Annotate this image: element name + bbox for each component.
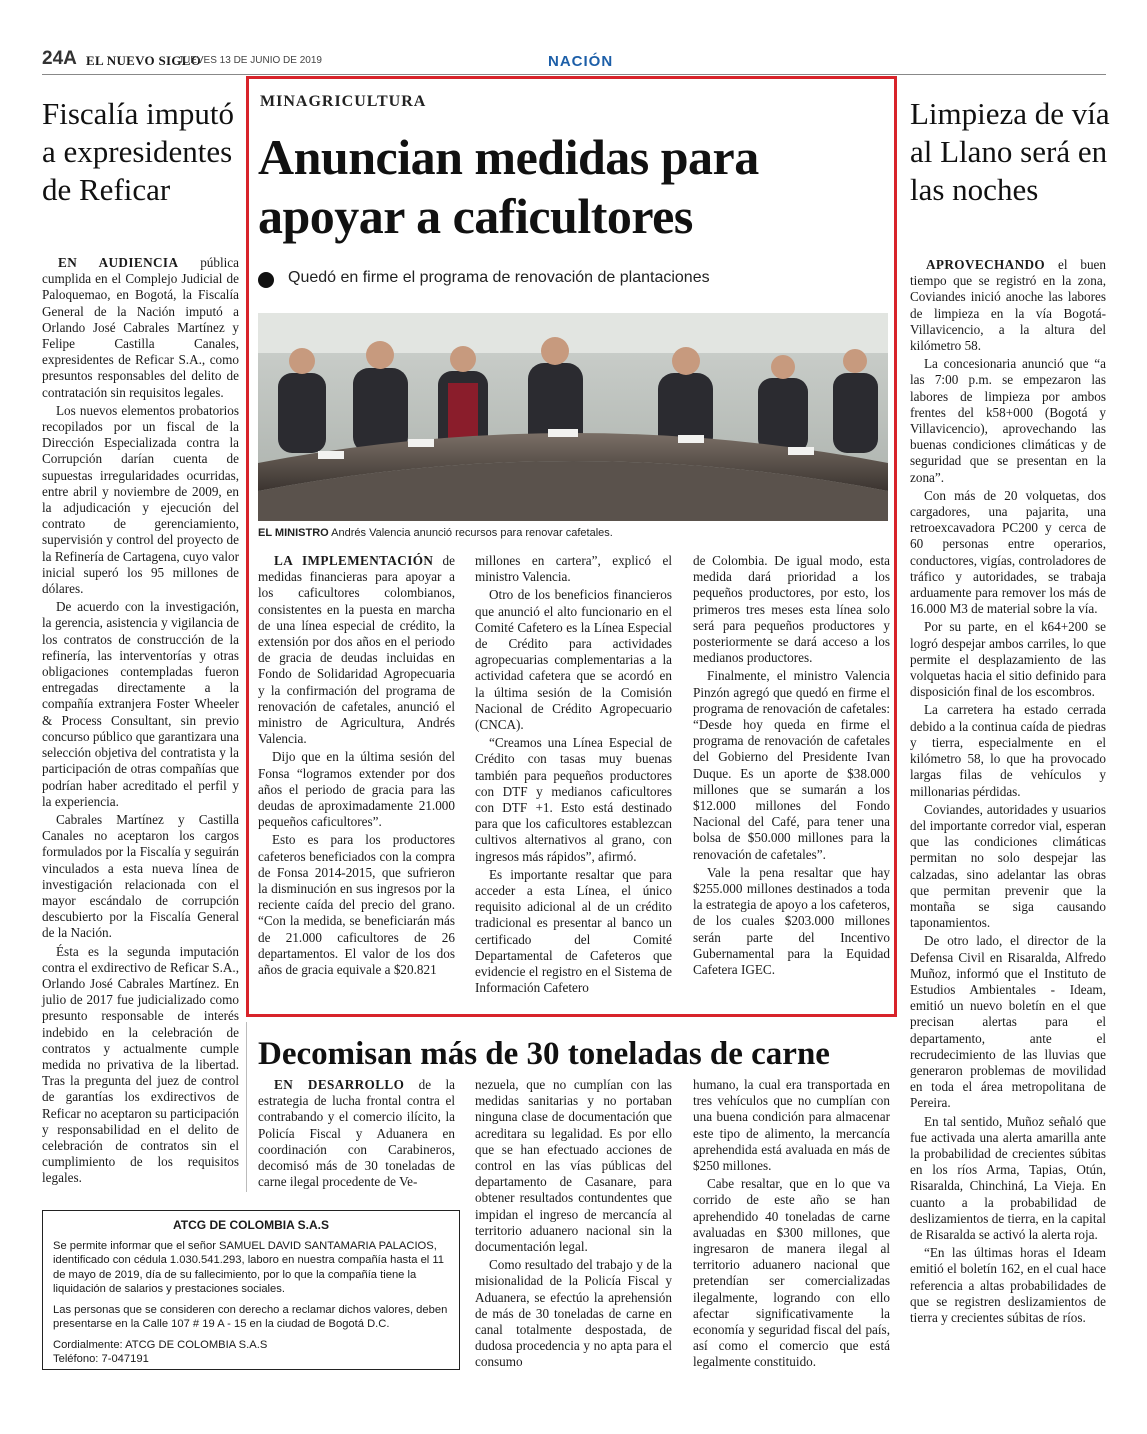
bottom-article-para: humano, la cual era transportada en tres vehículos que no cumplían con una buena condición para almacenar este tipo de alimento, la mercancía aprehendida está avaluada en más de $250 millones. (693, 1077, 890, 1174)
right-article-body (910, 257, 1106, 1328)
main-article-lead: LA IMPLEMENTACIÓN (274, 553, 434, 568)
right-article-para: Con más de 20 volquetas, dos cargadores, una pajarita, una retroexcavadora PC200 y cerca de 60 personas entre operarios, conductores, vigías, controladores de tráfico y autoridades, se trabaja arduamente para remover los más de 16.000 M3 de material sobre la vía. (910, 487, 1106, 617)
right-article-headline: Limpieza de vía al Llano será en las noches (910, 96, 1110, 207)
main-article-para: Finalmente, el ministro Valencia Pinzón agregó que quedó en firme el programa de renovación de cafetales: “Desde hoy queda en firme el programa de renovación de cafetales del Gobierno del Presidente Ivan Duque. Es un aporte de $38.000 millones que se sumarán a los $12.000 millones del Fondo Nacional del Café, para tener una bolsa de $50.000 millones para la renovación de cafetales”. (693, 668, 890, 862)
meeting-photo (258, 313, 888, 521)
left-article-para: Los nuevos elementos probatorios recopilados por un fiscal de la Dirección Especializada contra la Corrupción darían cuenta de supuestas irregularidades ocurridas, entre abril y noviembre de 2009, en la adjudicación y ejecución del contrato de gerenciamiento, supervisión y control del proyecto de la Refinería de Cartagena, cuyo valor inicial superó los 95 millones de dólares. (42, 402, 239, 597)
main-article-para: millones en cartera”, explicó el ministro Valencia. (475, 553, 672, 585)
bottom-article-para: Como resultado del trabajo y de la misionalidad de la Policía Fiscal y Aduanera, se efectúo la aprehensión de más de 30 toneladas de carne en canal totalmente despostada, de dudosa procedencia y no apta para el consumo (475, 1257, 672, 1370)
left-article-para: Ésta es la segunda imputación contra el exdirectivo de Reficar S.A., Orlando José Cabrales Martínez. En julio de 2017 fue judicializado como presunto responsable de interés indebido en la celebración de contratos y actualmente cumple medida no privativa de la libertad. Tras la pregunta del juez de control de garantías los exdirectivos de Reficar no aceptaron su participación y responsabilidad en el delito de celebración de contratos sin el cumplimiento de los requisitos legales. (42, 943, 239, 1186)
right-article-para: Coviandes, autoridades y usuarios del importante corredor vial, esperan que las condiciones climáticas permitan no solo despejar las calzadas, sino adelantar las obras que permitan prevenir que la montaña se siga causando taponamientos. (910, 801, 1106, 931)
left-article-body (42, 255, 239, 1189)
notice-paragraph: Se permite informar que el señor SAMUEL DAVID SANTAMARIA PALACIOS, identificado con cédula 1.030.541.293, laboro en nuestra compañía hasta el 11 de mayo de 2019, día de su fallecimiento, por lo que la compañía tiene la liquidación de salarios y prestaciones sociales. (53, 1239, 445, 1295)
right-article-para: La carretera ha estado cerrada debido a la continua caída de piedras y tierra, especialmente en el kilómetro 58, lo que ha provocado largas filas de vehículos y millonarias pérdidas. (910, 702, 1106, 799)
main-article-headline: Anuncian medidas para apoyar a caficultores (258, 129, 759, 244)
main-article-para: LA IMPLEMENTACIÓN de medidas financieras para apoyar a los caficultores colombianos, consistentes en la puesta en marcha de una línea especial de crédito, la extensión por dos años en el periodo de gracia de deudas incluidas en Fondo de Solidaridad Agropecuaria y la confirmación del programa de renovación de cafetales, anunció el ministro de Agricultura, Andrés Valencia. (258, 553, 455, 747)
main-article-para: Otro de los beneficios financieros que anunció el alto funcionario en el Comité Cafetero es la Línea Especial de Crédito para actividades agropecuarias complementarias a la actividad cafetera que se acordó en la última sesión de la Comisión Nacional de Crédito Agropecuario (CNCA). (475, 587, 672, 733)
bottom-article-column-1 (258, 1077, 455, 1192)
main-article-para: “Creamos una Línea Especial de Crédito con tasas muy buenas también para pequeños productores con DTF y medianos caficultores con DTF +1. Esto está destinado para que los caficultores establezcan cultivos alternativos al grano, con ingresos más rápidos”, afirmó. (475, 735, 672, 864)
notice-signature: Cordialmente: ATCG DE COLOMBIA S.A.S (53, 1338, 268, 1351)
main-article-column-2 (475, 553, 672, 998)
main-article-para: Esto es para los productores cafeteros beneficiados con la compra de Fonsa 2014-2015, que sufrieron la disminución en sus ingresos por la reciente caída del precio del grano. “Con la medida, se beneficiarán más de 21.000 caficultores de 26 departamentos. El valor de los dos años de gracia equivale a $20.821 (258, 832, 455, 978)
bottom-article-column-2 (475, 1077, 672, 1373)
right-article-para: Por su parte, en el k64+200 se logró despejar ambos carriles, lo que permite el desplazamiento de las volquetas hacia el sitio definido para disposición final de los escombros. (910, 619, 1106, 700)
main-article-para: Dijo que en la última sesión del Fonsa “logramos extender por dos años el periodo de gracia para las deudas de aproximadamente 21.000 pequeños caficultores”. (258, 749, 455, 830)
legal-notice-box (42, 1210, 460, 1370)
right-article-lead: APROVECHANDO (926, 257, 1046, 272)
right-article-para: APROVECHANDO el buen tiempo que se registró en la zona, Coviandes inició anoche las labores de limpieza en la vía Bogotá-Villavicencio, a la altura del kilómetro 58. (910, 257, 1106, 354)
bottom-article-para: Cabe resaltar, que en lo que va corrido de este año se han aprehendido 40 toneladas de carne avaluadas en $300 millones, que ingresaron de manera ilegal al territorio aduanero nacional que pretendían ser comercializadas ilegalmente, logrando con ello afectar significativamente la economía y seguridad fiscal del país, así como el comercio que está legalmente constituido. (693, 1176, 890, 1370)
main-article-para: Vale la pena resaltar que hay $255.000 millones destinados a toda la estrategia de apoyo a los cafeteros, de los cuales $203.000 millones serán parte del Incentivo Gubernamental para la Equidad Cafetera IGEC. (693, 864, 890, 978)
left-article-lead: EN AUDIENCIA (58, 255, 179, 270)
notice-title: ATCG DE COLOMBIA S.A.S (173, 1218, 329, 1232)
notice-phone: Teléfono: 7-047191 (53, 1353, 149, 1365)
left-article-para: De acuerdo con la investigación, la gerencia, asistencia y vigilancia de los contratos de construcción de la refinería, las interventorías y otras obligaciones contempladas fueron entregadas directamente a la compañía extranjera Foster Wheeler & Process Consultant, sin previo concurso público que garantizara una selección objetiva del contratista y la participación de otras compañías que podrían haber acreditado el perfil y la experiencia. (42, 599, 239, 809)
section-name: NACIÓN (548, 53, 614, 70)
main-article-subheadline: Quedó en firme el programa de renovación de plantaciones (288, 269, 710, 286)
photo-caption (258, 527, 888, 539)
newspaper-brand: EL NUEVO SIGLO (86, 53, 202, 68)
page-number: 24A (42, 48, 77, 69)
left-article-para: EN AUDIENCIA pública cumplida en el Complejo Judicial de Paloquemao, en Bogotá, la Fiscalía General de la Nación imputó a Orlando José Cabrales Martínez y Felipe Castilla Canales, expresidentes de Reficar S.A., como presuntos responsables del delito de contratación sin requisitos legales. (42, 255, 240, 400)
bullet-icon (258, 272, 274, 288)
column-divider (246, 1022, 247, 1192)
bottom-article-headline: Decomisan más de 30 toneladas de carne (258, 1036, 830, 1072)
main-article-column-3 (693, 553, 890, 980)
right-article-para: De otro lado, el director de la Defensa Civil en Risaralda, Alfredo Muñoz, informó que el Instituto de Estudios Ambientales - Ideam, emitió un nuevo boletín en el que precisan alertas para el departamento, ante el recrudecimiento de las lluvias que generaron problemas de movilidad en toda el área metropolitana de Pereira. (910, 933, 1106, 1111)
right-article-para: En tal sentido, Muñoz señaló que fue activada una alerta amarilla ante la probabilidad de crecientes súbitas en los ríos Arma, Tapias, Otún, Risaralda, Chinchiná, La Vieja. En cuanto a la probabilidad de deslizamientos de tierra, en la capital de Risaralda se activó la alerta roja. (910, 1113, 1106, 1242)
caption-lead: EL MINISTRO (258, 527, 329, 539)
main-article-para: Es importante resaltar que para acceder a esta Línea, el único requisito adicional al de un crédito tradicional es presentar al banco un certificado del Comité Departamental de Cafeteros que evidencie el registro en el Sistema de Información Cafetero (475, 866, 672, 996)
right-article-para: La concesionaria anunció que “a las 7:00 p.m. se empezaron las labores de limpieza por ambos frentes del k58+000 (Bogotá y Villavicencio), aprovechando las buenas condiciones climáticas y de seguridad que se presentan en la zona”. (910, 356, 1106, 485)
left-article-para: Cabrales Martínez y Castilla Canales no aceptaron los cargos formulados por la Fiscalía y seguirán vinculados a esta nueva línea de investigación relacionada con el mayor escándalo de corrupción descubierto por la Fiscalía General de la Nación. (42, 811, 239, 941)
bottom-article-para: EN DESARROLLO de la estrategia de lucha frontal contra el contrabando y el comercio ilícito, la Policía Fiscal y Aduanera en coordinación con Carabineros, decomisó más de 30 toneladas de carne ilegal procedente de Ve- (258, 1077, 455, 1190)
bottom-article-para: nezuela, que no cumplían con las medidas sanitarias y no portaban ninguna clase de documentación que acreditara su legalidad. Es por ello que se han efectuado acciones de control en las vías públicas del departamento de Casanare, para obtener resultados contundentes que impidan el ingreso de mercancía al territorio aduanero nacional sin la documentación legal. (475, 1077, 672, 1255)
main-article-column-1 (258, 553, 455, 980)
right-article-para: “En las últimas horas el Ideam emitió el boletín 162, en el cual hace referencia a altas probabilidades de que se registren deslizamientos de tierra y crecientes súbitas de ríos. (910, 1245, 1106, 1325)
issue-date: JUEVES 13 DE JUNIO DE 2019 (178, 55, 322, 66)
main-article-para: de Colombia. De igual modo, esta medida dará prioridad a los pequeños productores, por esto, los primeros tres meses esta línea solo será para pequeños productores y posteriormente se dará acceso a los medianos productores. (693, 553, 890, 666)
bottom-article-lead: EN DESARROLLO (274, 1077, 405, 1092)
main-article-kicker: MINAGRICULTURA (260, 93, 427, 110)
notice-paragraph: Las personas que se consideren con derecho a reclamar dichos valores, deben presentarse en la Calle 107 # 19 A - 15 en la ciudad de Bogotá D.C. (53, 1303, 448, 1330)
caption-text: Andrés Valencia anunció recursos para renovar cafetales. (331, 527, 613, 539)
bottom-article-column-3 (693, 1077, 890, 1373)
left-article-headline: Fiscalía imputó a expresidentes de Reficar (42, 96, 235, 207)
header-rule (42, 74, 1106, 75)
